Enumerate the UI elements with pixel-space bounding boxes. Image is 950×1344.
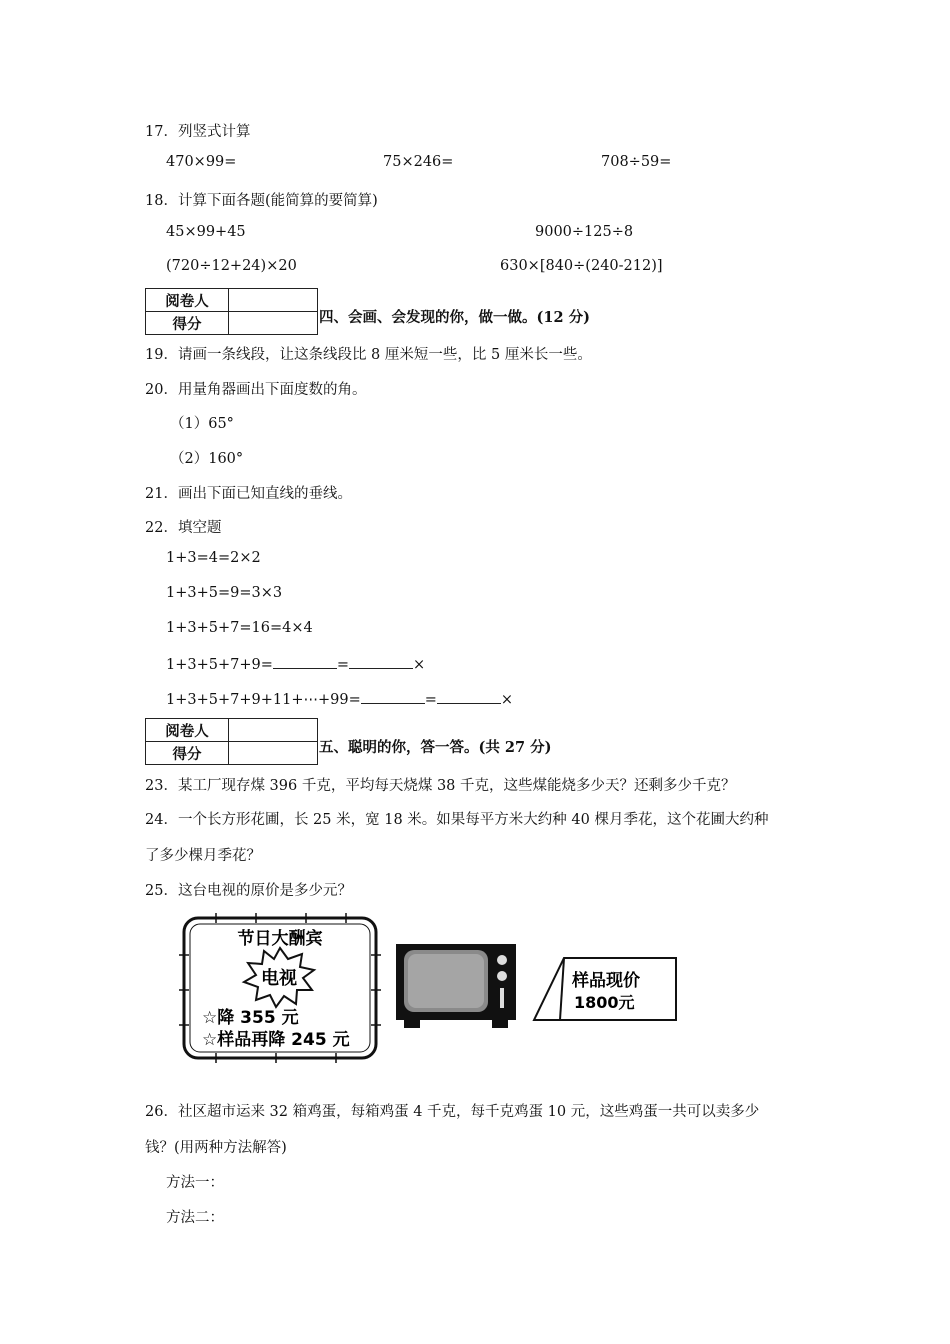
sign-line-1: 样品现价 — [572, 971, 640, 991]
equals-sign: = — [336, 657, 350, 673]
q22-line-2: 1+3+5=9=3×3 — [166, 585, 283, 601]
fill-blank[interactable] — [349, 654, 413, 669]
reviewer-cell[interactable] — [229, 289, 318, 312]
q22-line-4-prefix: 1+3+5+7+9= — [166, 657, 273, 673]
score-cell[interactable] — [229, 312, 318, 335]
q26-method-2: 方法二： — [166, 1210, 224, 1226]
sale-poster — [179, 913, 381, 1063]
fill-blank[interactable] — [273, 654, 337, 669]
q17-item-1: 470×99= — [166, 154, 237, 170]
poster-line-1: ☆降 355 元 — [202, 1008, 299, 1028]
q22-line-1: 1+3=4=2×2 — [166, 550, 261, 566]
q18-item-2: 9000÷125÷8 — [535, 224, 634, 240]
q18-item-4: 630×[840÷(240-212)] — [500, 258, 663, 274]
burst-text: 电视 — [261, 968, 297, 989]
times-sign: × — [500, 692, 514, 708]
q22-title: 22．填空题 — [145, 520, 222, 536]
tv-icon — [396, 944, 516, 1028]
q22-line-3: 1+3+5+7=16=4×4 — [166, 620, 313, 636]
q18-item-1: 45×99+45 — [166, 224, 246, 240]
q18-item-3: (720÷12+24)×20 — [166, 258, 297, 274]
reviewer-label: 阅卷人 — [146, 719, 229, 742]
q21: 21．画出下面已知直线的垂线。 — [145, 486, 352, 502]
q22-line-5 — [166, 689, 513, 708]
fill-blank[interactable] — [437, 689, 501, 704]
score-label: 得分 — [146, 742, 229, 765]
q25-title: 25．这台电视的原价是多少元？ — [145, 883, 352, 899]
q26-line-1: 26．社区超市运来 32 箱鸡蛋，每箱鸡蛋 4 千克，每千克鸡蛋 10 元，这些鸡蛋一共可以卖多少 — [145, 1104, 760, 1120]
q23: 23．某工厂现存煤 396 千克，平均每天烧煤 38 千克，这些煤能烧多少天？还剩多少千克？ — [145, 778, 736, 794]
q26-method-1: 方法一： — [166, 1175, 224, 1191]
q24-line-2: 了多少棵月季花？ — [145, 848, 261, 864]
tv-price-illustration — [176, 910, 686, 1070]
q18-title: 18．计算下面各题(能简算的要简算) — [145, 193, 378, 209]
section-4-title: 四、会画、会发现的你，做一做。(12 分) — [319, 309, 590, 326]
fill-blank[interactable] — [361, 689, 425, 704]
times-sign: × — [413, 657, 426, 673]
q24-line-1: 24．一个长方形花圃，长 25 米，宽 18 米。如果每平方米大约种 40 棵月季花，这个花圃大约种 — [145, 812, 769, 828]
section-5-title: 五、聪明的你，答一答。(共 27 分) — [319, 739, 552, 756]
q17-title: 17．列竖式计算 — [145, 124, 251, 140]
equals-sign: = — [424, 692, 437, 708]
reviewer-label: 阅卷人 — [146, 289, 229, 312]
q20-title: 20．用量角器画出下面度数的角。 — [145, 382, 367, 398]
q20-item-1: （1）65° — [170, 416, 234, 432]
poster-heading: 节日大酬宾 — [237, 929, 323, 949]
price-sign — [534, 958, 676, 1020]
score-table-1 — [145, 288, 318, 335]
score-label: 得分 — [146, 312, 229, 335]
poster-line-2: ☆样品再降 245 元 — [202, 1030, 350, 1050]
q20-item-2: （2）160° — [170, 451, 244, 467]
score-table-2 — [145, 718, 318, 765]
score-cell[interactable] — [229, 742, 318, 765]
q19: 19．请画一条线段，让这条线段比 8 厘米短一些，比 5 厘米长一些。 — [145, 347, 592, 363]
q17-item-2: 75×246= — [383, 154, 454, 170]
reviewer-cell[interactable] — [229, 719, 318, 742]
sign-line-2: 1800元 — [574, 993, 635, 1012]
q22-line-4 — [166, 654, 425, 673]
q26-line-2: 钱？(用两种方法解答) — [145, 1140, 287, 1156]
q17-item-3: 708÷59= — [601, 154, 672, 170]
q22-line-5-prefix: 1+3+5+7+9+11+⋯+99= — [166, 692, 361, 708]
